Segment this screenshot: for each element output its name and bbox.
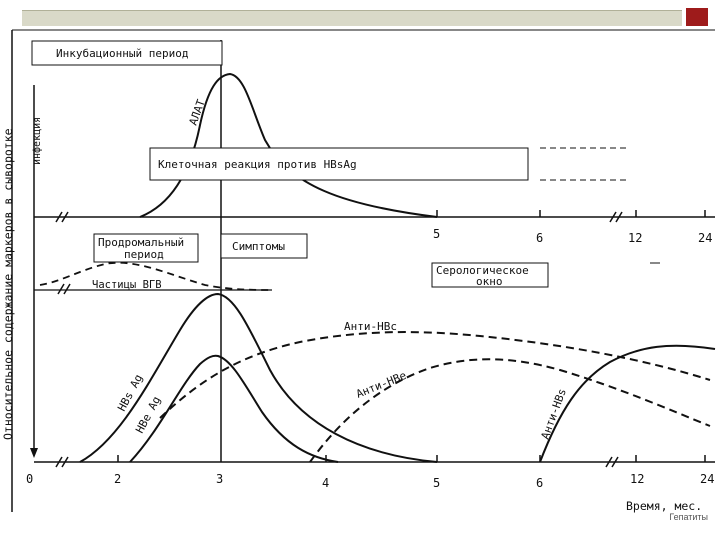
upper-ticks [437,210,705,217]
y-axis-label: Относительное содержание маркеров в сыворотке [1,128,15,440]
lower-tick-24: 24 [700,472,715,486]
lower-tick-2: 2 [114,472,122,486]
hbeag-curve [130,356,338,462]
upper-tick-12: 12 [628,231,643,245]
anti-hbs-label: Анти-HBs [538,386,569,442]
anti-hbe-curve [310,359,710,462]
y-axis-sublabel: инфекция [32,116,43,165]
slide-title-accent [686,8,708,28]
hbeag-label: HBe Ag [133,394,164,436]
slide-header [0,0,720,26]
lower-tick-0: 0 [26,472,34,486]
lower-tick-5: 5 [433,476,441,490]
upper-tick-6: 6 [536,231,544,245]
lower-tick-6: 6 [536,476,544,490]
sero-window-label-1: Серологическое [436,264,529,277]
alat-label: АЛАТ [186,97,208,128]
hepatitis-b-markers-diagram [0,26,720,514]
cell-reaction-label: Клеточная реакция против HBsAg [158,158,357,171]
upper-tick-5: 5 [433,227,441,241]
anti-hbc-label: Анти-HBc [344,320,397,333]
slide-title-bar [22,10,682,27]
prodromal-label-1: Продромальный [98,236,185,249]
slide-bottom [0,528,720,540]
anti-hbs-curve [540,346,715,462]
particles-axis-breaks [58,284,70,294]
lower-tick-3: 3 [216,472,224,486]
symptoms-label: Симптомы [232,240,285,253]
left-axis-arrow [30,448,38,458]
anti-hbe-label: Анти-HBe [354,368,409,401]
slide-footer: Гепатиты [669,512,708,522]
x-axis-label: Время, мес. [626,499,703,513]
prodromal-label-2: период [124,248,164,261]
alat-curve [140,74,437,217]
hbsag-label: HBs Ag [115,372,146,414]
incubation-label: Инкубационный период [56,47,189,60]
lower-tick-4: 4 [322,476,330,490]
lower-tick-12: 12 [630,472,645,486]
upper-tick-24: 24 [698,231,713,245]
sero-window-label-2: окно [476,275,503,288]
anti-hbc-curve [160,332,710,418]
particles-label: Частицы ВГВ [92,279,162,291]
